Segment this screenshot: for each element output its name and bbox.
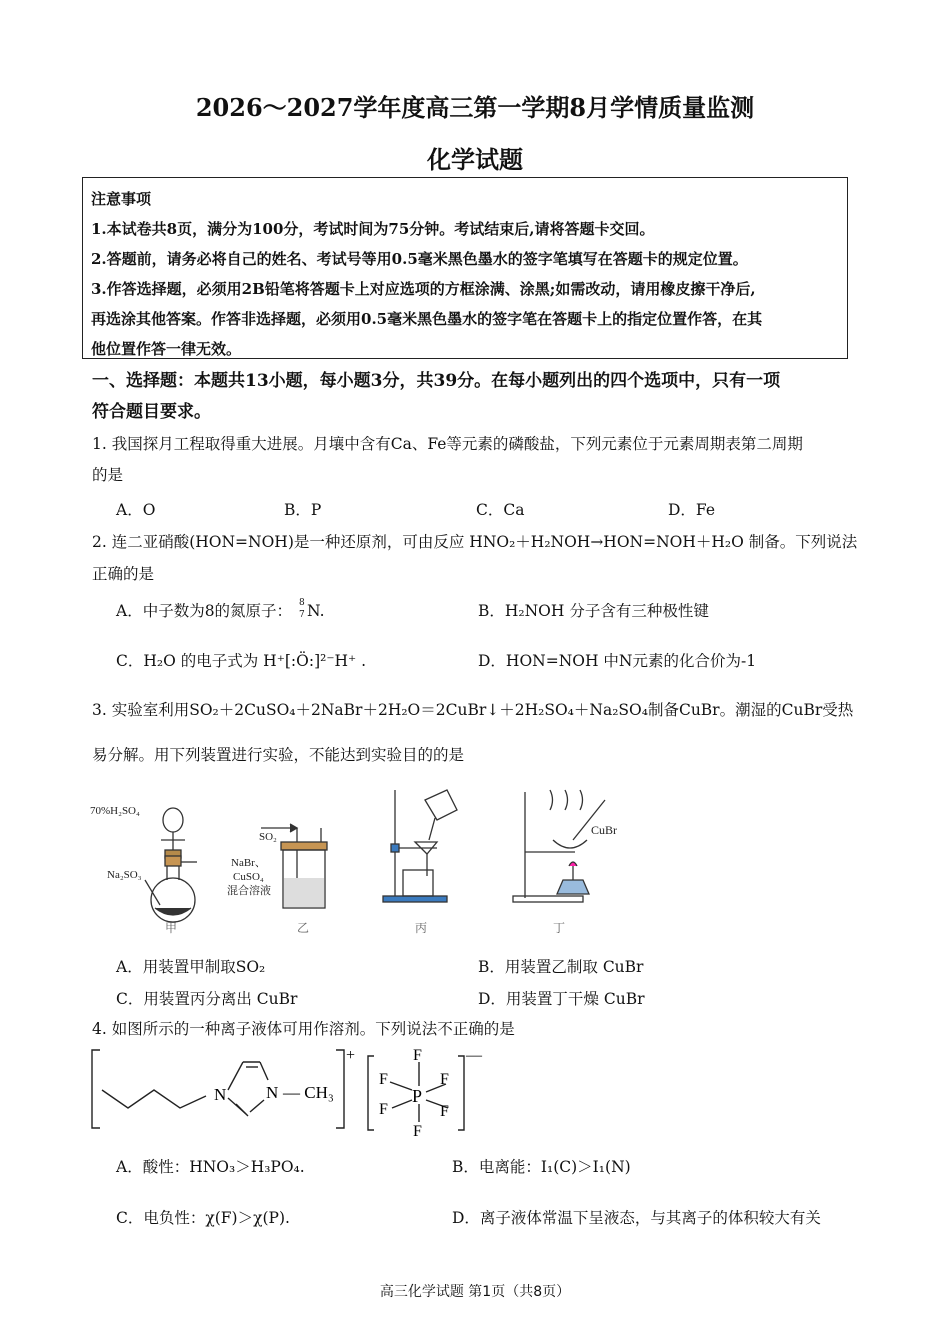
q3-stem-pre: 3. 实验室利用 (92, 701, 190, 719)
exam-title: 2026～2027学年度高三第一学期8月学情质量监测 (195, 93, 755, 122)
notice-line-1: 1.本试卷共8页，满分为100分，考试时间为75分钟。考试结束后,请将答题卡交回。 (91, 220, 655, 238)
question-1 (92, 432, 882, 487)
yi-text-1: NaBr、 (231, 857, 266, 869)
q1-stem-line-1: 1. 我国探月工程取得重大进展。月壤中含有Ca、Fe等元素的磷酸盐，下列元素位于元素周期表第二周期 (92, 435, 803, 453)
question-2 (92, 530, 892, 586)
fluorine-lower-left: F (379, 1101, 388, 1118)
notice-line-3: 3.作答选择题，必须用2B铅笔将答题卡上对应选项的方框涂满、涂黑;如需改动，请用橡皮擦干净后, (91, 280, 756, 298)
fluorine-upper-right: F (440, 1071, 449, 1088)
q3-option-a: A．用装置甲制取SO₂ (116, 958, 266, 976)
page-footer: 高三化学试题 第1页（共8页） (379, 1284, 571, 1300)
bing-label: 丙 (415, 921, 428, 935)
nuclide-symbol: N. (307, 602, 325, 620)
apparatus-yi (227, 824, 327, 935)
cation-charge: + (346, 1047, 356, 1064)
q3-stem-post: 制备CuBr。潮湿的CuBr受热 (647, 701, 854, 719)
q2-option-a (116, 599, 325, 622)
q4-option-d: D．离子液体常温下呈液态，与其离子的体积较大有关 (452, 1209, 821, 1227)
q2-stem-line-2: 正确的是 (92, 565, 155, 583)
q3-option-c: C．用装置丙分离出 CuBr (116, 990, 298, 1008)
q2-option-d: D．HON=NOH 中N元素的化合价为-1 (478, 652, 757, 670)
q2-stem-line-1: 2. 连二亚硝酸(HON=NOH)是一种还原剂，可由反应 HNO₂＋H₂NOH→HON=NOH＋H₂O 制备。下列说法 (92, 533, 858, 551)
yi-label: 乙 (297, 921, 310, 935)
water-electron-formula: H⁺[:Ö:]²⁻H⁺ . (263, 652, 367, 670)
apparatus-ding (513, 790, 617, 935)
q3-option-b: B．用装置乙制取 CuBr (478, 958, 644, 976)
q1-option-b: B．P (284, 501, 322, 519)
q3-stem-line-2: 易分解。用下列装置进行实验，不能达到实验目的的是 (92, 746, 465, 764)
section-heading (92, 366, 872, 428)
yi-text-2: CuSO₄ (233, 871, 264, 883)
q4-stem: 4. 如图所示的一种离子液体可用作溶剂。下列说法不正确的是 (92, 1020, 515, 1038)
notice-box (82, 177, 848, 359)
q2-option-b: B．H₂NOH 分子含有三种极性键 (478, 602, 709, 620)
apparatus-bing (383, 790, 457, 935)
imidazolium-n1: N (214, 1085, 227, 1104)
ding-cubr-label: CuBr (591, 823, 618, 837)
notice-heading: 注意事项 (91, 190, 152, 208)
phosphorus-atom: P (412, 1086, 423, 1106)
exam-subject: 化学试题 (427, 145, 523, 174)
fluorine-lower-right: F (440, 1103, 449, 1120)
fluorine-top: F (413, 1047, 422, 1064)
jia-salt-label: Na₂SO₃ (107, 869, 142, 881)
q1-option-a: A．O (116, 501, 156, 519)
q4-option-a: A．酸性：HNO₃＞H₃PO₄. (116, 1158, 305, 1176)
ding-label: 丁 (553, 921, 566, 935)
nuclide-notation (297, 598, 307, 622)
yi-gas-label: SO₂ (259, 831, 277, 843)
jia-label: 甲 (165, 921, 178, 935)
q4-option-c: C．电负性：χ(F)＞χ(P). (116, 1209, 290, 1227)
notice-line-4: 再选涂其他答案。作答非选择题，必须用0.5毫米黑色墨水的签字笔在答题卡上的指定位置作答，在其 (91, 310, 763, 328)
ionic-liquid-structure (88, 1042, 508, 1142)
q4-option-b: B．电离能：I₁(C)＞I₁(N) (452, 1158, 631, 1176)
jia-acid-label: 70%H₂SO₄ (90, 805, 140, 817)
q1-stem-line-2: 的是 (92, 466, 124, 484)
section-heading-line-2: 符合题目要求。 (92, 402, 211, 422)
yi-text-3: 混合溶液 (227, 885, 271, 897)
q2-option-c (116, 649, 366, 671)
q1-option-c: C．Ca (476, 501, 525, 519)
q2-option-c-text: C．H₂O 的电子式为 (116, 652, 259, 670)
question-3-line-1 (92, 698, 892, 722)
nuclide-mass-number: 8 (299, 598, 305, 608)
notice-line-5: 他位置作答一律无效。 (91, 340, 242, 358)
methyl-group: — CH₃ (283, 1083, 334, 1102)
q3-option-d: D．用装置丁干燥 CuBr (478, 990, 645, 1008)
imidazolium-n2: N (266, 1083, 279, 1102)
fluorine-upper-left: F (379, 1071, 388, 1088)
nuclide-atomic-number: 7 (299, 610, 305, 620)
apparatus-jia (90, 805, 197, 935)
fluorine-bottom: F (413, 1123, 422, 1140)
apparatus-figure (85, 780, 685, 940)
notice-line-2: 2.答题前，请务必将自己的姓名、考试号等用0.5毫米黑色墨水的签字笔填写在答题卡的规定位置。 (91, 250, 748, 268)
anion-charge: — (466, 1047, 482, 1064)
q2-option-a-text: A．中子数为8的氮原子： (116, 602, 293, 620)
q3-equation: SO₂＋2CuSO₄＋2NaBr＋2H₂O＝2CuBr↓＋2H₂SO₄＋Na₂SO₄ (189, 701, 648, 719)
q1-option-d: D．Fe (668, 501, 716, 519)
section-heading-line-1: 一、选择题：本题共13小题，每小题3分，共39分。在每小题列出的四个选项中，只有一项 (92, 371, 781, 391)
